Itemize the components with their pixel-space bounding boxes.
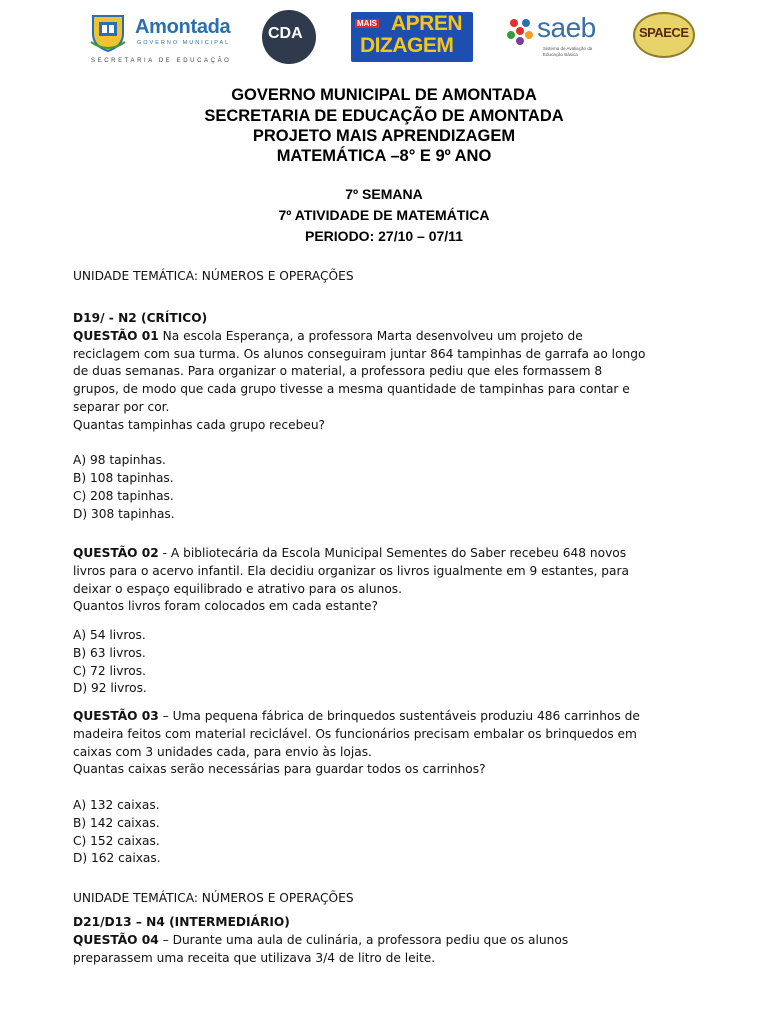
spaece-name: SPAECE [639, 25, 689, 40]
question-text: Na escola Esperança, a professora Marta desenvolveu um projeto de [158, 328, 583, 343]
mais-aprendizagem-logo [351, 10, 473, 72]
question-text: preparassem uma receita que utilizava 3/4 de litro de leite. [73, 950, 436, 965]
answer-option: B) 142 caixas. [73, 815, 160, 830]
section-theme: UNIDADE TEMÁTICA: NÚMEROS E OPERAÇÕES [73, 891, 354, 905]
amontada-name: Amontada [135, 16, 231, 38]
section-descriptor: D21/D13 – N4 (INTERMEDIÁRIO) [73, 915, 290, 929]
question-text: madeira feitos com material reciclável. Os funcionários precisam embalar os brinquedos em [73, 726, 637, 741]
question-4 [73, 914, 693, 967]
spaece-logo [633, 10, 693, 72]
saeb-subtitle: Sistema de Avaliação da Educação Básica [543, 46, 593, 57]
answer-option: A) 98 tapinhas. [73, 453, 166, 468]
question-label: QUESTÃO 02 [73, 546, 159, 560]
saeb-people-icon [505, 16, 535, 46]
mais-aprendizagem-line2: DIZAGEM [360, 34, 454, 57]
question-prompt: Quantas tampinhas cada grupo recebeu? [73, 417, 326, 432]
answer-option: C) 72 livros. [73, 663, 146, 678]
question-label: QUESTÃO 04 [73, 932, 159, 947]
question-text: – Uma pequena fábrica de brinquedos sustentáveis produziu 486 carrinhos de [158, 709, 640, 723]
saeb-name: saeb [537, 12, 596, 43]
header-line-3: PROJETO MAIS APRENDIZAGEM [252, 127, 516, 145]
question-text: grupos, de modo que cada grupo tivesse a mesma quantidade de tampinhas para contar e [73, 382, 630, 397]
answer-option: A) 54 livros. [73, 628, 146, 642]
amontada-subtitle: GOVERNO MUNICIPAL [137, 40, 231, 46]
question-text: caixas com 3 unidades cada, para envio às lojas. [73, 744, 372, 759]
mais-label: MAIS [357, 19, 377, 28]
cda-name: CDA [268, 25, 303, 42]
question-text: deixar o espaço equilibrado e atrativo para os alunos. [73, 581, 403, 596]
question-prompt: Quantos livros foram colocados em cada estante? [73, 599, 378, 614]
question-1 [73, 310, 693, 524]
question-text: – Durante uma aula de culinária, a professora pediu que os alunos [158, 932, 569, 947]
answer-option: D) 92 livros. [73, 681, 147, 696]
cda-logo [262, 10, 318, 72]
header-line-2: SECRETARIA DE EDUCAÇÃO DE AMONTADA [204, 107, 564, 125]
answer-option: C) 152 caixas. [73, 833, 160, 848]
amontada-department: SECRETARIA DE EDUCAÇÃO [91, 58, 232, 64]
answer-option: B) 108 tapinhas. [73, 471, 174, 486]
week-label: 7º SEMANA [345, 186, 423, 202]
question-label: QUESTÃO 03 [73, 709, 159, 723]
answer-option: A) 132 caixas. [73, 797, 160, 812]
question-2-options [73, 627, 693, 698]
question-text: de duas semanas. Para organizar o material, a professora pediu que eles formassem 8 [73, 364, 603, 379]
question-3 [73, 708, 693, 868]
mais-aprendizagem-line1: APREN [391, 12, 463, 35]
header-line-4: MATEMÁTICA –8° E 9º ANO [276, 147, 492, 165]
period-label: PERIODO: 27/10 – 07/11 [305, 228, 463, 244]
question-text: livros para o acervo infantil. Ela decidiu organizar os livros igualmente em 9 estantes, para [73, 563, 629, 578]
question-text: - A bibliotecária da Escola Municipal Sementes do Saber recebeu 648 novos [158, 546, 627, 560]
question-label: QUESTÃO 01 [73, 328, 159, 343]
question-2 [73, 545, 693, 616]
question-text: separar por cor. [73, 399, 170, 414]
section-theme: UNIDADE TEMÁTICA: NÚMEROS E OPERAÇÕES [73, 269, 354, 283]
logo-row [85, 10, 695, 72]
section-2 [73, 890, 693, 908]
header-line-1: GOVERNO MUNICIPAL DE AMONTADA [231, 86, 537, 104]
answer-option: B) 63 livros. [73, 645, 146, 660]
section-1 [73, 268, 693, 286]
saeb-logo [503, 10, 603, 72]
amontada-logo [85, 10, 240, 72]
answer-option: D) 162 caixas. [73, 851, 161, 866]
question-prompt: Quantas caixas serão necessárias para guardar todos os carrinhos? [73, 762, 486, 777]
answer-option: C) 208 tapinhas. [73, 488, 174, 503]
question-text: reciclagem com sua turma. Os alunos conseguiram juntar 864 tampinhas de garrafa ao longo [73, 346, 646, 361]
section-descriptor: D19/ - N2 (CRÍTICO) [73, 311, 208, 325]
activity-label: 7º ATIVIDADE DE MATEMÁTICA [278, 207, 490, 223]
answer-option: D) 308 tapinhas. [73, 506, 175, 521]
amontada-crest-icon [89, 12, 127, 52]
